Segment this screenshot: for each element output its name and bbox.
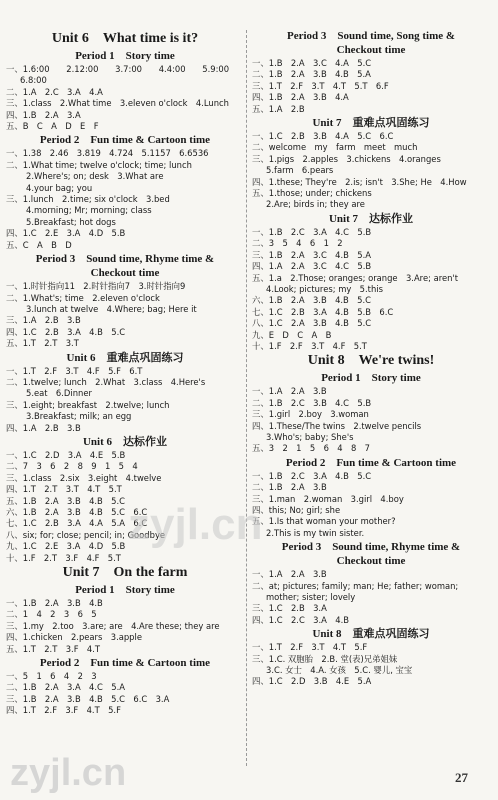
answer-line: 八、1.C 2.A 3.B 4.B 5.C <box>252 318 372 329</box>
answer-line: 四、1.T 2.F 3.F 4.T 5.F <box>6 705 121 716</box>
answer-line: 二、1.B 2.A 3.A 4.C 5.A <box>6 682 125 693</box>
answer-line: 4.Look; pictures; my 5.this <box>266 283 383 294</box>
answer-line: 3.Who's; baby; She's <box>266 431 354 442</box>
answer-line: 二、welcome my farm meet much <box>252 142 418 153</box>
answer-line: 一、1.B 2.C 3.A 4.B 5.C <box>252 470 372 481</box>
answer-line: 3.Breakfast; milk; an egg <box>26 411 132 422</box>
section-heading: Period 3 Sound time, Rhyme time & <box>281 541 461 554</box>
section-heading: Unit 7 达标作业 <box>328 212 414 225</box>
answer-line: 四、this; No; girl; she <box>252 505 341 515</box>
answer-line: 十、1.F 2.T 3.F 4.F 5.T <box>6 552 121 563</box>
answer-line: mother; sister; lovely <box>266 592 356 603</box>
section-heading: Period 3 Sound time, Rhyme time & <box>35 253 215 266</box>
answer-line: 2.This is my twin sister. <box>266 527 365 538</box>
answer-line: 四、1.These/The twins 2.twelve pencils <box>252 420 422 431</box>
section-heading: Period 1 Story time <box>75 584 175 597</box>
answer-line: 四、1.T 2.T 3.T 4.T 5.T <box>6 484 122 495</box>
answer-line: 4.morning; Mr; morning; class <box>26 205 152 216</box>
answer-line: 二、1.twelve; lunch 2.What 3.class 4.Here's <box>6 376 206 387</box>
answer-line: 二、1.What time; twelve o'clock; time; lunch <box>6 159 192 170</box>
answer-line: 五、1.T 2.T 3.F 4.T <box>6 643 101 654</box>
answer-line: 六、1.B 2.A 3.B 4.B 5.C <box>252 295 372 306</box>
answer-line: 五、1.T 2.T 3.T <box>6 338 79 349</box>
section-heading: Period 3 Sound time, Song time & <box>286 30 456 42</box>
section-heading: Checkout time <box>336 44 406 56</box>
answer-line: 三、1.eight; breakfast 2.twelve; lunch <box>6 399 170 410</box>
answer-line: 三、1.class 2.six 3.eight 4.twelve <box>6 472 162 483</box>
answer-line: 三、1.B 2.A 3.C 4.B 5.A <box>252 249 371 260</box>
answer-line: 2.Are; birds in; they are <box>266 199 365 210</box>
answer-line: 三、1.class 2.What time 3.eleven o'clock 4.Lunch <box>6 98 229 109</box>
answer-line: 一、1.A 2.A 3.B <box>252 569 327 580</box>
section-heading: Unit 6 重难点巩固练习 <box>66 351 184 364</box>
answer-line: 3.C. 女士 4.A. 女孩 5.C. 婴儿, 宝宝 <box>266 665 413 676</box>
answer-line: 三、1.man 2.woman 3.girl 4.boy <box>252 493 404 504</box>
section-heading: Checkout time <box>336 555 406 568</box>
answer-line: 一、1.C 2.D 3.A 4.E 5.B <box>6 449 126 460</box>
answer-line: 四、1.C 2.D 3.B 4.E 5.A <box>252 676 372 687</box>
answer-line: 四、1.B 2.A 3.A <box>6 109 81 120</box>
answer-line: 二、1.What's; time 2.eleven o'clock <box>6 292 160 303</box>
answer-line: 九、1.C 2.E 3.A 4.D 5.B <box>6 541 126 552</box>
answer-line: 3.lunch at twelve 4.Where; bag; Here it <box>26 303 197 314</box>
answer-line: 二、at; pictures; family; man; He; father; woman; <box>252 580 459 591</box>
answer-line: 五、3 2 1 5 6 4 8 7 <box>252 443 371 454</box>
answer-line: 四、1.A 2.A 3.C 4.C 5.B <box>252 261 372 272</box>
answer-line: 九、E D C A B <box>252 329 332 340</box>
unit-heading: Unit 8 We're twins! <box>307 353 435 369</box>
answer-line: 2.Where's; on; desk 3.What are <box>26 171 164 182</box>
section-heading: Unit 6 达标作业 <box>82 435 168 448</box>
answer-line: 二、1.B 2.A 3.B <box>252 482 327 493</box>
section-heading: Period 2 Fun time & Cartoon time <box>39 134 211 147</box>
answer-line: 5.farm 6.pears <box>266 165 334 176</box>
section-heading: Checkout time <box>90 267 160 280</box>
answer-line: 六、1.B 2.A 3.B 4.B 5.C 6.C <box>6 507 148 517</box>
answer-line: 4.your bag; you <box>26 182 93 193</box>
answer-line: 三、1.pigs 2.apples 3.chickens 4.oranges <box>252 153 441 164</box>
answer-line: 五、C A B D <box>6 239 72 250</box>
answer-line: 四、1.C 2.C 3.A 4.B <box>252 614 350 625</box>
answer-line: 三、1.lunch 2.time; six o'clock 3.bed <box>6 194 170 205</box>
answer-line: 三、1.B 2.A 3.B 4.B 5.C 6.C 3.A <box>6 693 170 704</box>
section-heading: Period 1 Story time <box>321 372 421 385</box>
answer-line: 二、1.B 2.A 3.B 4.B 5.A <box>252 69 371 80</box>
answer-line: 一、1.T 2.F 3.T 4.F 5.F 6.T <box>6 365 143 376</box>
answer-line: 三、1.C. 双胞胎 2.B. 堂(表)兄弟姐妹 <box>252 653 398 664</box>
answer-line: 三、1.C 2.B 3.A <box>252 603 327 614</box>
answer-line: 5.eat 6.Dinner <box>26 388 92 399</box>
unit-heading: Unit 7 On the farm <box>62 565 188 581</box>
column-divider <box>246 30 247 766</box>
answer-line: 四、1.chicken 2.pears 3.apple <box>6 632 142 643</box>
section-heading: Unit 7 重难点巩固练习 <box>312 117 430 130</box>
answer-line: 二、1 4 2 3 6 5 <box>6 609 97 620</box>
answer-line: 一、1.T 2.F 3.T 4.T 5.F <box>252 642 368 653</box>
answer-line: 一、1.B 2.C 3.A 4.C 5.B <box>252 226 372 237</box>
section-heading: Unit 8 重难点巩固练习 <box>312 628 430 641</box>
answer-line: 五、1.Is that woman your mother? <box>252 516 396 527</box>
section-heading: Period 2 Fun time & Cartoon time <box>39 657 211 670</box>
answer-line: 二、1.A 2.C 3.A 4.A <box>6 86 103 97</box>
answer-line: 四、1.A 2.B 3.B <box>6 422 81 433</box>
answer-line: 一、1.C 2.B 3.B 4.A 5.C 6.C <box>252 131 394 142</box>
answer-line: 5.Breakfast; hot dogs <box>26 216 116 227</box>
answer-line: 三、1.T 2.F 3.T 4.T 5.T 6.F <box>252 80 389 91</box>
answer-line: 八、six; for; close; pencil; in; Goodbye <box>6 529 166 540</box>
answer-line: 三、1.A 2.B 3.B <box>6 315 81 326</box>
section-heading: Period 2 Fun time & Cartoon time <box>285 456 457 469</box>
answer-line: 二、3 5 4 6 1 2 <box>252 238 343 249</box>
right-column <box>252 30 490 688</box>
answer-line: 一、1.时针指向11 2.时针指向7 3.时针指向9 <box>6 281 186 292</box>
answer-line: 二、7 3 6 2 8 9 1 5 4 <box>6 461 138 472</box>
answer-line: 一、1.B 2.A 3.B 4.B <box>6 598 103 609</box>
left-column <box>6 30 244 717</box>
watermark-mid: zyjl.cn <box>128 500 263 549</box>
unit-heading: Unit 6 What time is it? <box>51 31 199 46</box>
answer-line: 一、1.B 2.A 3.C 4.A 5.C <box>252 58 372 68</box>
answer-line: 一、1.6:00 2.12:00 3.7:00 4.4:00 5.9:00 <box>6 64 230 74</box>
answer-line: 三、1.girl 2.boy 3.woman <box>252 409 369 420</box>
answer-line: 一、1.38 2.46 3.819 4.724 5.1157 6.6536 <box>6 148 209 159</box>
section-heading: Period 1 Story time <box>75 50 175 62</box>
answer-line: 四、1.B 2.A 3.B 4.A <box>252 92 349 103</box>
answer-line: 五、1.A 2.B <box>252 103 305 114</box>
answer-line: 七、1.C 2.B 3.A 4.B 5.B 6.C <box>252 306 394 317</box>
answer-line: 四、1.C 2.E 3.A 4.D 5.B <box>6 228 126 239</box>
answer-line: 五、B C A D E F <box>6 121 99 132</box>
watermark-bottom: zyjl.cn <box>10 752 127 794</box>
answer-line: 一、1.A 2.A 3.B <box>252 386 327 397</box>
answer-line: 四、1.C 2.B 3.A 4.B 5.C <box>6 326 126 337</box>
answer-line: 一、5 1 6 4 2 3 <box>6 671 97 682</box>
answer-line: 6.8:00 <box>20 75 47 86</box>
page-number: 27 <box>455 770 468 785</box>
answer-line: 五、1.those; under; chickens <box>252 188 372 199</box>
answer-line: 十、1.F 2.F 3.T 4.F 5.T <box>252 340 367 351</box>
answer-line: 五、1.B 2.A 3.B 4.B 5.C <box>6 495 126 506</box>
answer-line: 四、1.these; They're 2.is; isn't 3.She; He 4.How <box>252 176 467 187</box>
answer-line: 七、1.C 2.B 3.A 4.A 5.A 6.C <box>6 518 148 529</box>
answer-line: 二、1.B 2.C 3.B 4.C 5.B <box>252 397 372 408</box>
answer-line: 五、1.a 2.Those; oranges; orange 3.Are; aren't <box>252 272 459 283</box>
answer-line: 三、1.my 2.too 3.are; are 4.Are these; they are <box>6 620 220 631</box>
